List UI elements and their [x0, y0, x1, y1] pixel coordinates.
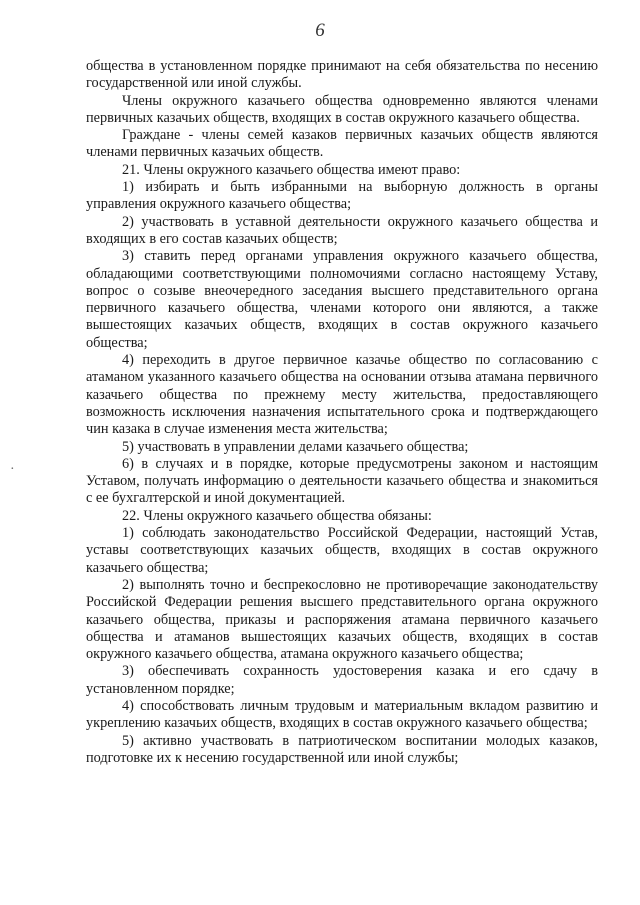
- paragraph: 5) участвовать в управлении делами казачьего общества;: [122, 438, 469, 455]
- paragraph: 3) ставить перед органами управления окружного казачьего общества, обладающими соответствующими полномочиями согласно настоящему Уставу, вопрос о созыве внеочередного заседания высшего представительного органа первичного казачьего общества, членами которого они являются, а также вышестоящих казачьих обществ, входящих в состав окружного казачьего общества;: [86, 248, 598, 351]
- paragraph: 1) соблюдать законодательство Российской Федерации, настоящий Устав, уставы соответствующих казачьих обществ, входящих в состав окружного казачьего общества;: [86, 525, 598, 576]
- margin-mark: ·: [10, 462, 15, 477]
- paragraph: 22. Члены окружного казачьего общества обязаны:: [122, 507, 432, 524]
- document-body: [86, 58, 598, 767]
- paragraph: 4) переходить в другое первичное казачье общество по согласованию с атаманом указанного казачьего общества на основании отзыва атамана первичного казачьего общества по прежнему месту жительства, предоставляющего возможность исключения назначения испытательного срока и подтверждающего чин казака в случае изменения места жительства;: [86, 352, 598, 438]
- paragraph: 3) обеспечивать сохранность удостоверения казака и его сдачу в установленном порядке;: [86, 663, 598, 697]
- paragraph: Граждане - члены семей казаков первичных казачьих обществ являются членами первичных казачьих обществ.: [86, 127, 598, 161]
- paragraph: 5) активно участвовать в патриотическом воспитании молодых казаков, подготовке их к несению государственной или иной службы;: [86, 732, 598, 766]
- paragraph: 2) выполнять точно и беспрекословно не противоречащие законодательству Российской Федерации решения высшего представительного органа окружного казачьего общества, приказы и распоряжения атамана первичного казачьего общества и атаманов вышестоящих казачьих обществ, входящих в состав окружного казачьего общества, атамана окружного казачьего общества;: [86, 576, 598, 663]
- paragraph: общества в установленном порядке принимают на себя обязательства по несению государственной или иной службы.: [86, 58, 598, 92]
- paragraph: 4) способствовать личным трудовым и материальным вкладом развитию и укреплению казачьих обществ, входящих в состав окружного казачьего общества;: [86, 697, 598, 732]
- paragraph: 21. Члены окружного казачьего общества имеют право:: [122, 161, 461, 178]
- paragraph: Члены окружного казачьего общества одновременно являются членами первичных казачьих обществ, входящих в состав окружного казачьего общества.: [86, 92, 598, 126]
- paragraph: 6) в случаях и в порядке, которые предусмотрены законом и настоящим Уставом, получать информацию о деятельности казачьего общества и знакомиться с ее бухгалтерской и иной документацией.: [86, 455, 598, 507]
- paragraph: 1) избирать и быть избранными на выборную должность в органы управления окружного казачьего общества;: [86, 179, 598, 213]
- page-number: 6: [315, 20, 325, 41]
- paragraph: 2) участвовать в уставной деятельности окружного казачьего общества и входящих в его состав казачьих обществ;: [86, 213, 598, 247]
